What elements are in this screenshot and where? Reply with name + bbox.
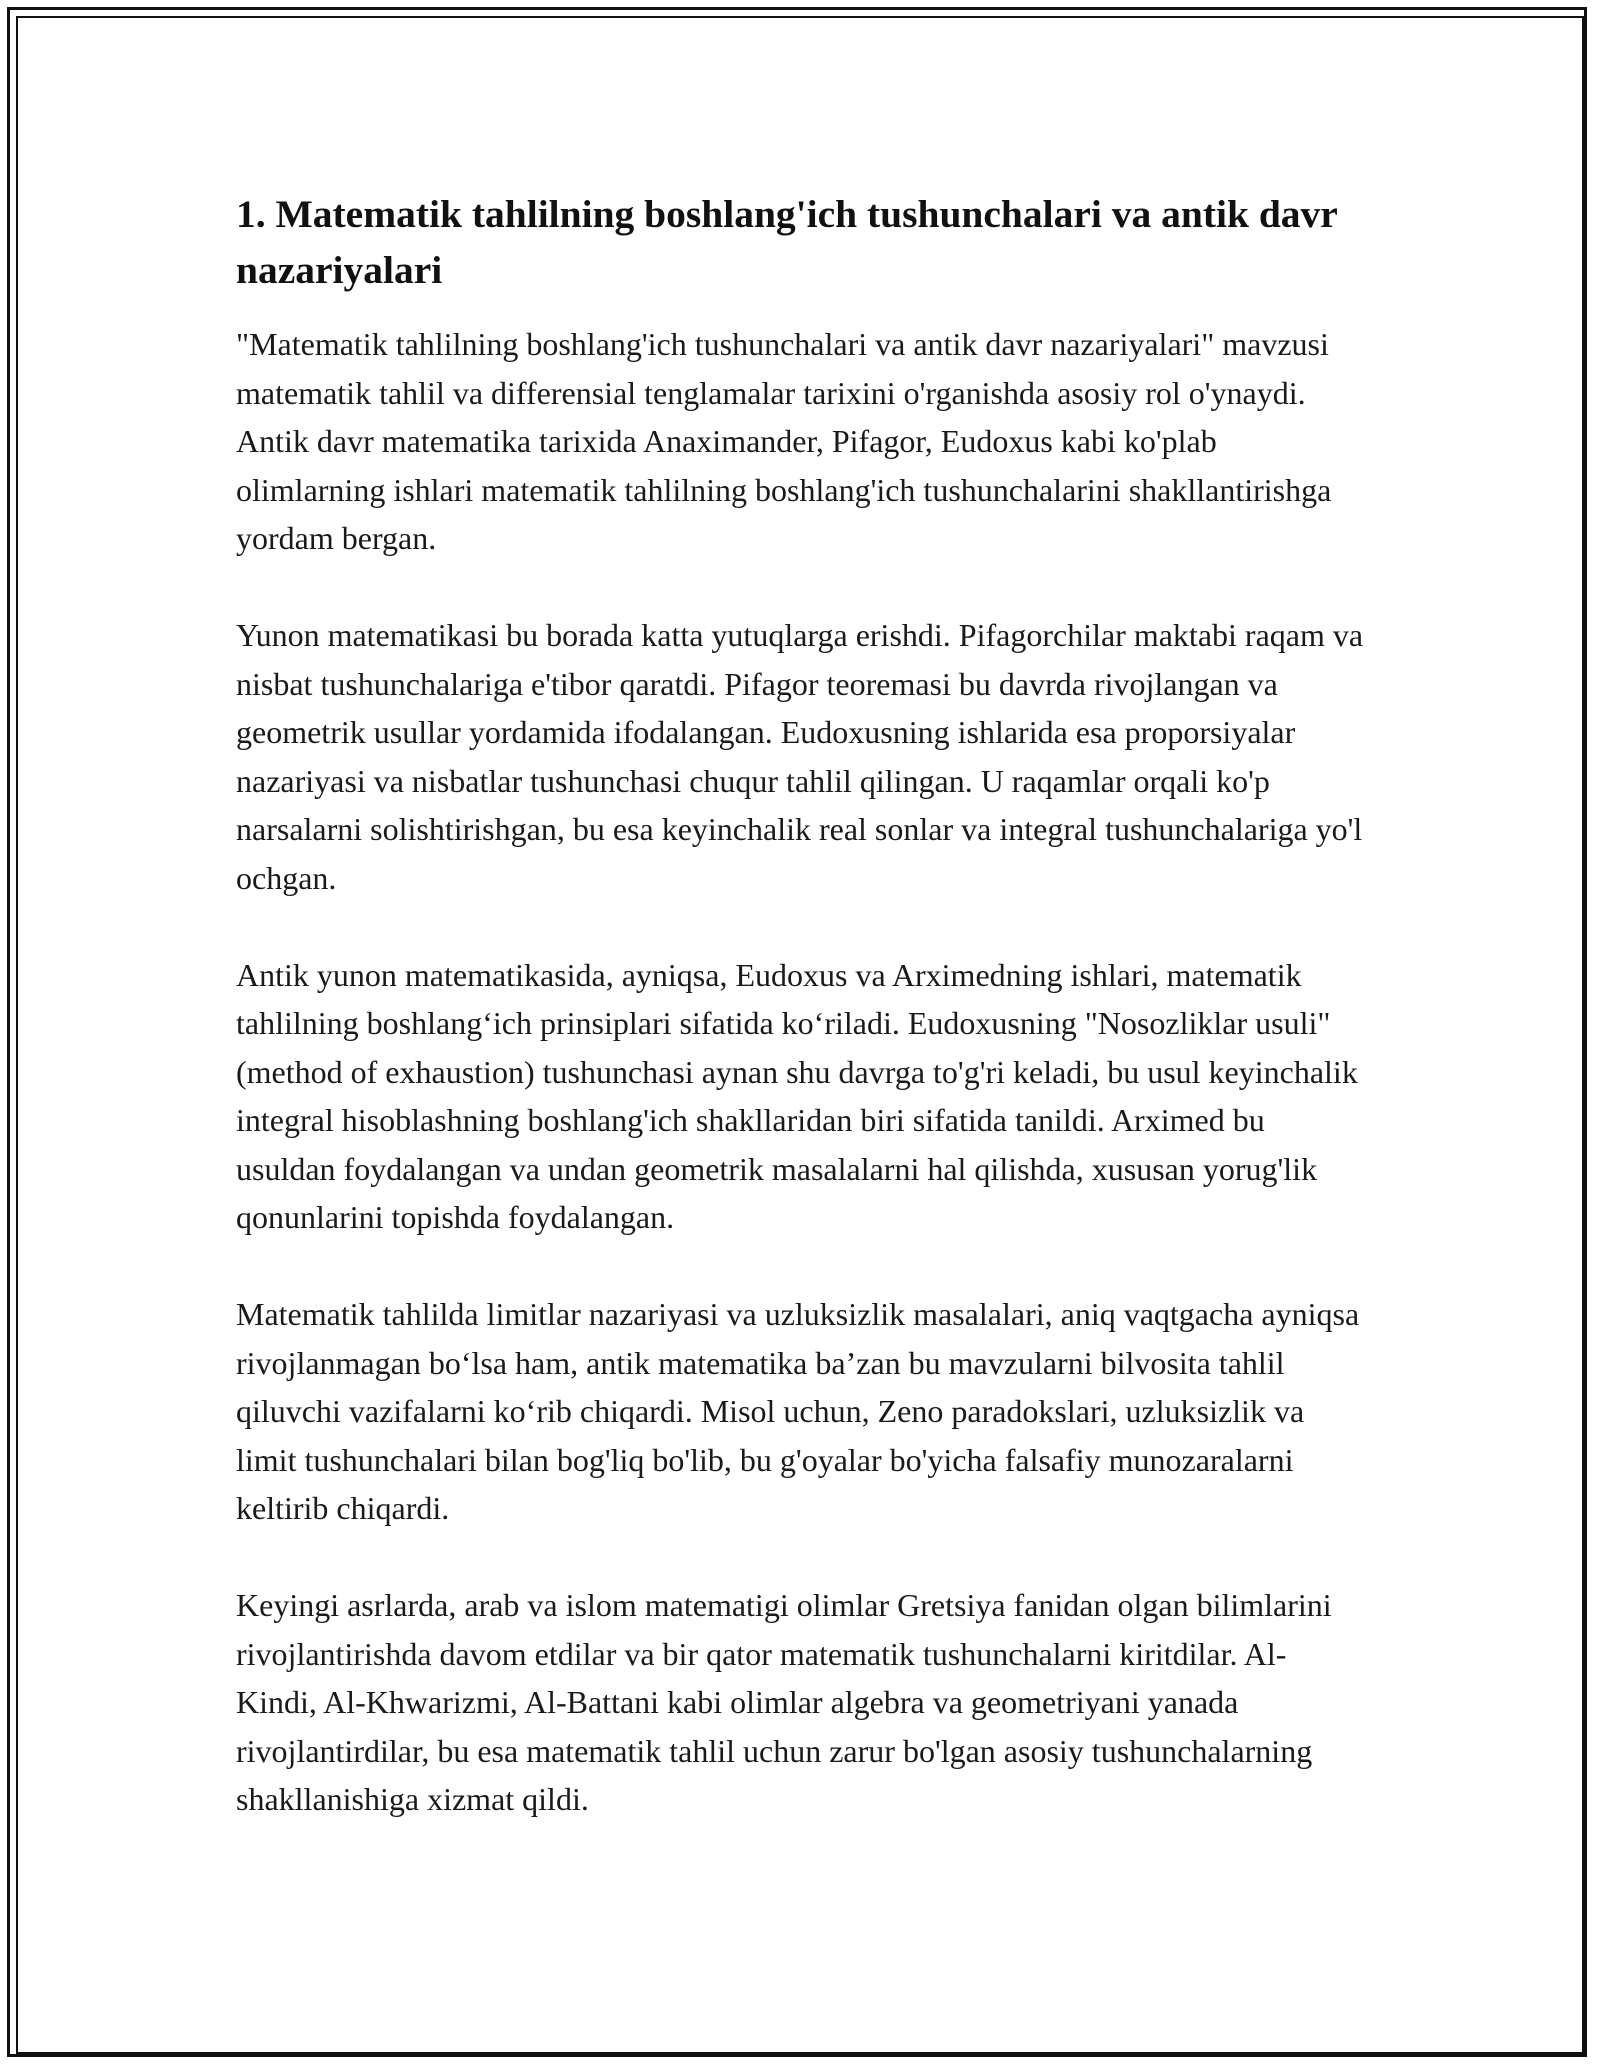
paragraph-eudoxus-archimedes: Antik yunon matematikasida, ayniqsa, Eudoxus va Arximedning ishlari, matematik tahlilning boshlang‘ich prinsiplari sifatida ko‘riladi. Eudoxusning "Nosozliklar usuli" (method of exhaustion) tushunchasi aynan shu davrga to'g'ri keladi, bu usul keyinchalik integral hisoblashning boshlang'ich shakllaridan biri sifatida tanildi. Arximed bu usuldan foydalangan va undan geometrik masalalarni hal qilishda, xususan yorug'lik qonunlarini topishda foydalangan. <box>236 956 1358 1235</box>
document-body <box>236 186 1366 1872</box>
paragraph-arab-islamic-scholars: Keyingi asrlarda, arab va islom matematigi olimlar Gretsiya fanidan olgan bilimlarini rivojlantirishda davom etdilar va bir qator matematik tushunchalarni kiritdilar. Al-Kindi, Al-Khwarizmi, Al-Battani kabi olimlar algebra va geometriyani yanada rivojlantirdilar, bu esa matematik tahlil uchun zarur bo'lgan asosiy tushunchalarning shakllanishiga xizmat qildi. <box>236 1587 1332 1817</box>
paragraph-limits-continuity: Matematik tahlilda limitlar nazariyasi va uzluksizlik masalalari, aniq vaqtgacha ayniqsa rivojlanmagan bo‘lsa ham, antik matematika ba’zan bu mavzularni bilvosita tahlil qiluvchi vazifalarni ko‘rib chiqardi. Misol uchun, Zeno paradokslari, uzluksizlik va limit tushunchalari bilan bog'liq bo'lib, bu g'oyalar bo'yicha falsafiy munozaralarni keltirib chiqardi. <box>236 1296 1360 1526</box>
paragraph-intro: "Matematik tahlilning boshlang'ich tushunchalari va antik davr nazariyalari" mavzusi matematik tahlil va differensial tenglamalar tarixini o'rganishda asosiy rol o'ynaydi. Antik davr matematika tarixida Anaximander, Pifagor, Eudoxus kabi ko'plab olimlarning ishlari matematik tahlilning boshlang'ich tushunchalarini shakllantirishga yordam bergan. <box>236 326 1332 556</box>
page-title: 1. Matematik tahlilning boshlang'ich tushunchalari va antik davr nazariyalari <box>236 192 1338 292</box>
paragraph-greek-mathematics: Yunon matematikasi bu borada katta yutuqlarga erishdi. Pifagorchilar maktabi raqam va nisbat tushunchalariga e'tibor qaratdi. Pifagor teoremasi bu davrda rivojlangan va geometrik usullar yordamida ifodalangan. Eudoxusning ishlarida esa proporsiyalar nazariyasi va nisbatlar tushunchasi chuqur tahlil qilingan. U raqamlar orqali ko'p narsalarni solishtirishgan, bu esa keyinchalik real sonlar va integral tushunchalariga yo'l ochgan. <box>236 617 1364 896</box>
